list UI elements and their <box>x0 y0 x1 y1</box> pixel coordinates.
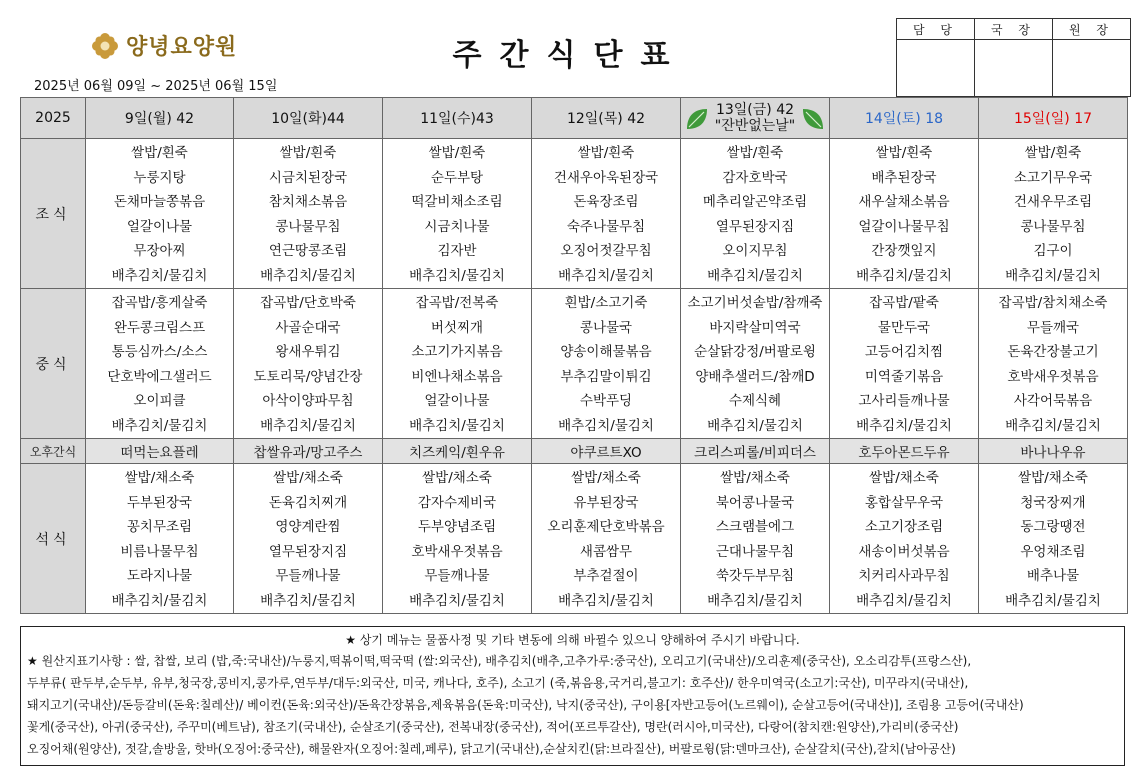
menu-item: 두부양념조림 <box>417 519 497 535</box>
menu-cell <box>830 464 979 614</box>
menu-item: 도라지나물 <box>126 568 193 584</box>
menu-item: 비름나물무침 <box>120 543 199 560</box>
menu-item: 청국장찌개 <box>1020 494 1086 511</box>
menu-item: 감자수제비국 <box>417 494 497 511</box>
menu-item: 간장깻잎지 <box>871 243 937 259</box>
menu-item: 소고기버섯솥밥/참깨죽 <box>687 295 823 311</box>
menu-item: 고등어김치찜 <box>864 344 944 360</box>
label-lunch: 중식 <box>21 289 86 439</box>
menu-cell <box>234 464 383 614</box>
menu-item: 통등심까스/소스 <box>111 344 208 360</box>
menu-item: 새송이버섯볶음 <box>858 543 950 560</box>
notes-line: 꽃게(중국산), 아귀(중국산), 주꾸미(베트남), 참조기(국내산), 순살조기(중국산), 전복내장(중국산), 적어(포르투갈산), 명란(러시아,미국산), 다랑어(참치캔:원양산),가리비(중국산) <box>27 720 959 734</box>
menu-item: 스크램블에그 <box>715 519 795 535</box>
menu-item: 쌀밥/흰죽 <box>577 145 635 161</box>
snack-cell: 호두아몬드두유 <box>830 439 979 464</box>
menu-item: 영양계란찜 <box>275 519 341 535</box>
menu-item: 배추김치/물김치 <box>856 267 952 284</box>
menu-cell <box>532 289 681 439</box>
no-leftover-day-label: "잔반없는날" <box>714 118 796 134</box>
menu-item: 돈채마늘쫑볶음 <box>113 194 206 210</box>
menu-item: 소고기가지볶음 <box>411 344 503 360</box>
menu-item: 쌀밥/채소죽 <box>273 470 343 486</box>
menu-cell <box>383 289 532 439</box>
approval-sign-staff[interactable] <box>897 40 975 97</box>
notes-box <box>20 626 1125 766</box>
menu-item: 잡곡밥/단호박죽 <box>260 295 356 311</box>
menu-item: 배추김치/물김치 <box>856 417 952 434</box>
menu-item: 무들깨나물 <box>275 568 341 584</box>
menu-item: 김자반 <box>437 243 477 259</box>
menu-item: 꽁치무조림 <box>126 519 193 535</box>
snack-cell: 치즈케익/흰우유 <box>383 439 532 464</box>
menu-item: 배추김치/물김치 <box>111 267 208 284</box>
menu-item: 무들깨나물 <box>424 568 490 584</box>
menu-item: 돈육김치찌개 <box>268 494 348 511</box>
menu-item: 도토리묵/양념간장 <box>253 368 363 385</box>
day-header: 10일(화)44 <box>234 98 383 139</box>
menu-cell <box>383 464 532 614</box>
menu-item: 소고기무우국 <box>1013 169 1093 186</box>
menu-cell <box>681 289 830 439</box>
menu-item: 쌀밥/채소죽 <box>869 470 939 486</box>
menu-cell <box>86 139 234 289</box>
menu-item: 아삭이양파무침 <box>262 393 354 409</box>
menu-cell <box>383 139 532 289</box>
menu-item: 숙주나물무침 <box>566 218 646 235</box>
menu-item: 쌀밥/흰죽 <box>428 145 486 161</box>
menu-item: 시금치나물 <box>424 218 490 235</box>
menu-item: 비엔나채소볶음 <box>411 368 503 385</box>
menu-item: 시금치된장국 <box>268 169 348 186</box>
menu-item: 오징어젓갈무침 <box>560 243 652 259</box>
menu-item: 순두부탕 <box>430 169 484 186</box>
menu-item: 잡곡밥/흥게살죽 <box>111 295 208 311</box>
snack-cell: 크리스피롤/비피더스 <box>681 439 830 464</box>
menu-cell <box>830 289 979 439</box>
menu-item: 호박새우젓볶음 <box>1007 368 1099 385</box>
notes-headline: ★ 상기 메뉴는 물품사정 및 기타 변동에 의해 바뀔수 있으니 양해하여 주시기 바랍니다. <box>345 633 800 647</box>
menu-item: 수박푸딩 <box>579 393 633 409</box>
menu-item: 완두콩크림스프 <box>113 319 206 336</box>
date-range: 2025년 06월 09일 ~ 2025년 06월 15일 <box>34 79 278 94</box>
menu-item: 배추김치/물김치 <box>1005 592 1101 609</box>
snack-cell: 떠먹는요플레 <box>86 439 234 464</box>
approval-label-head: 원 장 <box>1053 19 1131 40</box>
menu-item: 무장아찌 <box>133 243 186 259</box>
menu-item: 근대나물무침 <box>715 543 795 560</box>
menu-cell <box>681 464 830 614</box>
menu-item: 배추김치/물김치 <box>409 267 505 284</box>
menu-item: 잡곡밥/전복죽 <box>415 295 499 311</box>
menu-item: 배추김치/물김치 <box>409 417 505 434</box>
menu-item: 얼갈이나물무침 <box>858 218 950 235</box>
menu-cell <box>979 289 1128 439</box>
menu-item: 얼갈이나물 <box>126 218 193 235</box>
logo <box>90 30 237 61</box>
approval-label-director: 국 장 <box>975 19 1053 40</box>
menu-item: 미역줄기볶음 <box>864 368 944 385</box>
menu-item: 쌀밥/흰죽 <box>875 145 933 161</box>
menu-item: 쌀밥/채소죽 <box>124 470 195 486</box>
menu-item: 쌀밥/채소죽 <box>422 470 492 486</box>
snack-cell: 찹쌀유과/망고주스 <box>234 439 383 464</box>
menu-item: 물만두국 <box>877 319 931 336</box>
menu-cell <box>86 289 234 439</box>
menu-item: 열무된장지짐 <box>268 543 348 560</box>
menu-item: 소고기장조림 <box>864 519 944 535</box>
page-title: 주간식단표 <box>452 38 688 73</box>
menu-item: 수제식혜 <box>728 393 782 409</box>
menu-cell <box>532 464 681 614</box>
menu-item: 배추김치/물김치 <box>707 592 803 609</box>
day-header: 9일(월) 42 <box>86 98 234 139</box>
day-header: 15일(일) 17 <box>979 98 1128 139</box>
menu-item: 바지락살미역국 <box>709 319 801 336</box>
menu-item: 무들깨국 <box>1026 319 1080 336</box>
menu-item: 양송이해물볶음 <box>560 344 652 360</box>
menu-item: 오리훈제단호박볶음 <box>547 519 665 535</box>
menu-item: 홍합살무우국 <box>864 494 944 511</box>
menu-item: 배추김치/물김치 <box>558 592 654 609</box>
menu-item: 배추김치/물김치 <box>260 267 356 284</box>
menu-item: 배추김치/물김치 <box>111 592 208 609</box>
menu-item: 얼갈이나물 <box>424 393 490 409</box>
notes-line: 두부류( 판두부,순두부, 유부,청국장,콩비지,콩가루,연두부/대두:외국산, 미국, 캐나다, 호주), 소고기 (죽,볶음용,국거리,불고기: 호주산)/ 한우미역국(소고기:국산), 미꾸라지(국내산), <box>27 676 969 690</box>
menu-item: 흰밥/소고기죽 <box>564 295 648 311</box>
menu-item: 쌀밥/흰죽 <box>131 145 188 161</box>
notes-line: 돼지고기(국내산)/돈등갈비(돈육:칠레산)/ 베이컨(돈육:외국산)/돈육간장볶음,제육볶음(돈육:미국산), 낙지(중국산), 구이용[자반고등어(노르웨이), 순살고등어(국내산)], 조림용 고등어(국내산) <box>27 698 1024 712</box>
approval-label-staff: 담 당 <box>897 19 975 40</box>
menu-item: 우엉채조림 <box>1020 543 1086 560</box>
approval-sign-head[interactable] <box>1053 40 1131 97</box>
menu-item: 배추된장국 <box>871 169 937 186</box>
menu-item: 쌀밥/흰죽 <box>279 145 337 161</box>
day-header-text: 13일(금) 42 <box>715 102 795 118</box>
menu-item: 부추겉절이 <box>573 568 639 584</box>
logo-text: 양녕요양원 <box>126 35 238 60</box>
approval-sign-director[interactable] <box>975 40 1053 97</box>
menu-item: 배추김치/물김치 <box>1005 267 1101 284</box>
menu-item: 부추김말이튀김 <box>560 368 652 385</box>
day-header <box>681 98 830 139</box>
notes-line: 오징어채(원양산), 젓갈,솔방울, 핫바(오징어:중국산), 해물완자(오징어:칠레,페루), 닭고기(국내산),순살치킨(닭:브라질산), 버팔로윙(닭:덴마크산), 순살갈치(국산),갈치(남아공산) <box>27 742 956 756</box>
menu-item: 배추김치/물김치 <box>558 267 654 284</box>
menu-item: 배추김치/물김치 <box>707 267 803 284</box>
day-header: 14일(토) 18 <box>830 98 979 139</box>
menu-item: 콩나물무침 <box>1020 218 1086 235</box>
menu-item: 김구이 <box>1033 243 1073 259</box>
menu-item: 배추나물 <box>1026 568 1080 584</box>
menu-item: 쌀밥/채소죽 <box>720 470 790 486</box>
menu-item: 감자호박국 <box>722 169 788 186</box>
menu-cell <box>234 139 383 289</box>
approval-box <box>896 18 1131 97</box>
menu-item: 두부된장국 <box>126 494 193 511</box>
menu-cell <box>234 289 383 439</box>
menu-item: 새우살채소볶음 <box>858 194 950 210</box>
menu-item: 잡곡밥/참치채소죽 <box>998 295 1108 311</box>
menu-item: 유부된장국 <box>573 494 639 511</box>
menu-table <box>20 97 1128 614</box>
menu-cell <box>979 139 1128 289</box>
menu-item: 열무된장지짐 <box>715 218 795 235</box>
menu-item: 양배추샐러드/참깨D <box>695 368 815 385</box>
menu-item: 배추김치/물김치 <box>856 592 952 609</box>
snack-cell: 야쿠르트XO <box>532 439 681 464</box>
menu-item: 고사리들깨나물 <box>858 393 950 409</box>
menu-item: 새콤쌈무 <box>579 543 633 560</box>
menu-item: 쑥갓두부무침 <box>715 568 795 584</box>
day-header: 12일(목) 42 <box>532 98 681 139</box>
notes-line: ★ 원산지표기사항 : 쌀, 찹쌀, 보리 (밥,죽:국내산)/누룽지,떡볶이떡,떡국떡 (쌀:외국산), 배추김치(배추,고추가루:중국산), 오리고기(국내산)/오리훈제(중국산), 오소리감투(프랑스산), <box>27 654 972 668</box>
menu-item: 콩나물국 <box>579 319 633 336</box>
label-snack: 오후간식 <box>21 439 86 464</box>
menu-item: 사각어묵볶음 <box>1013 393 1093 409</box>
menu-item: 배추김치/물김치 <box>260 592 356 609</box>
label-dinner: 석식 <box>21 464 86 614</box>
menu-item: 쌀밥/채소죽 <box>571 470 641 486</box>
menu-item: 오이피클 <box>133 393 186 409</box>
menu-item: 배추김치/물김치 <box>558 417 654 434</box>
menu-item: 쌀밥/채소죽 <box>1018 470 1088 486</box>
menu-item: 돈육간장불고기 <box>1007 344 1099 360</box>
menu-item: 배추김치/물김치 <box>111 417 208 434</box>
menu-item: 사골순대국 <box>275 319 341 336</box>
menu-item: 치커리사과무침 <box>858 568 950 584</box>
menu-item: 쌀밥/흰죽 <box>726 145 784 161</box>
label-breakfast: 조식 <box>21 139 86 289</box>
menu-item: 배추김치/물김치 <box>409 592 505 609</box>
menu-item: 잡곡밥/팥죽 <box>869 295 939 311</box>
menu-item: 오이지무침 <box>722 243 788 259</box>
snack-cell: 바나나우유 <box>979 439 1128 464</box>
menu-item: 건새우아욱된장국 <box>553 169 659 186</box>
menu-cell <box>979 464 1128 614</box>
menu-item: 배추김치/물김치 <box>1005 417 1101 434</box>
menu-item: 배추김치/물김치 <box>707 417 803 434</box>
menu-cell <box>532 139 681 289</box>
menu-item: 순살닭강정/버팔로윙 <box>694 344 816 360</box>
leaf-icon <box>800 106 826 132</box>
day-header: 11일(수)43 <box>383 98 532 139</box>
menu-item: 누룽지탕 <box>133 169 186 186</box>
menu-item: 왕새우튀김 <box>275 344 341 360</box>
menu-item: 참치채소볶음 <box>268 194 348 210</box>
menu-item: 동그랑땡전 <box>1020 519 1086 535</box>
flower-logo-icon <box>90 31 120 61</box>
menu-item: 건새우무조림 <box>1013 194 1093 210</box>
menu-item: 연근땅콩조림 <box>268 243 348 259</box>
menu-item: 떡갈비채소조림 <box>411 194 503 210</box>
menu-cell <box>681 139 830 289</box>
menu-item: 배추김치/물김치 <box>260 417 356 434</box>
menu-item: 단호박에그샐러드 <box>107 368 212 385</box>
menu-cell <box>830 139 979 289</box>
menu-item: 북어콩나물국 <box>715 494 795 511</box>
leaf-icon <box>684 106 710 132</box>
menu-item: 돈육장조림 <box>573 194 639 210</box>
year-cell: 2025 <box>21 98 86 139</box>
menu-cell <box>86 464 234 614</box>
menu-item: 쌀밥/흰죽 <box>1024 145 1082 161</box>
menu-item: 메추리알곤약조림 <box>702 194 808 210</box>
menu-item: 버섯찌개 <box>430 319 484 336</box>
menu-item: 호박새우젓볶음 <box>411 543 503 560</box>
menu-item: 콩나물무침 <box>275 218 341 235</box>
